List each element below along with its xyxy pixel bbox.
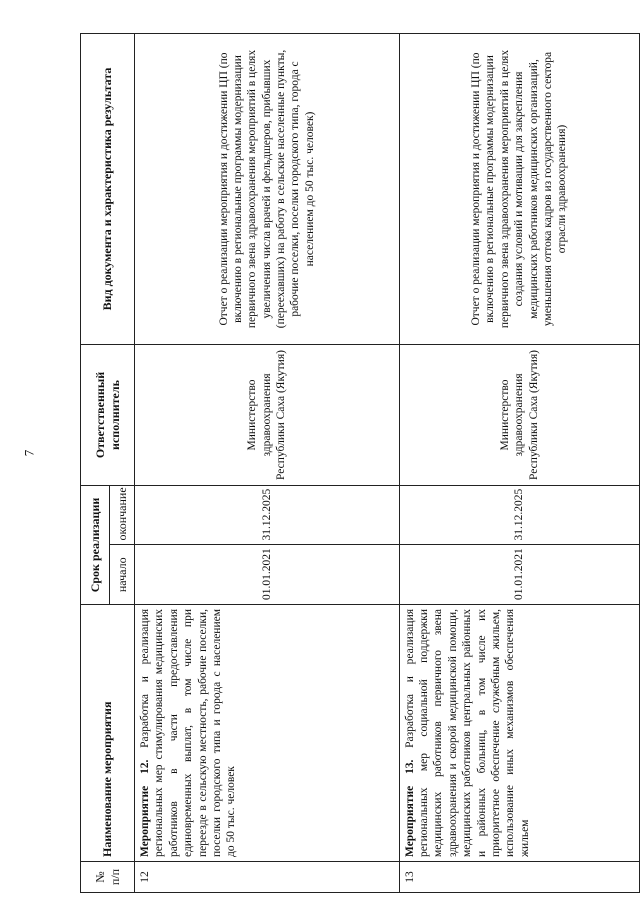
- header-num: № п/п: [81, 862, 135, 893]
- row-name: [135, 605, 400, 862]
- row-doc: Отчет о реализации мероприятия и достижении ЦП (по включению в региональные программы модернизации первичного звена здравоохранения мероприятий в целях увеличения числа врачей и фельдшеров, прибывших (переехавших) на работу в сельские населенные пункты, рабочие поселки, поселки городского типа, города с населением до 50 тыс. человек): [135, 34, 400, 345]
- row-doc: Отчет о реализации мероприятия и достижении ЦП (по включению в региональные программы модернизации первичного звена здравоохранения мероприятий в целях создания условий и мотивации для закрепления медицинских работников медицинских организаций, уменьшения оттока кадров из государственного сектора отрасли здравоохранения): [399, 34, 639, 345]
- measures-table: [80, 33, 640, 893]
- header-period: [81, 486, 110, 605]
- page-number: 7: [21, 449, 37, 457]
- header-executor: [81, 345, 135, 486]
- rotated-table-container: [80, 33, 640, 893]
- row-name: [399, 605, 639, 862]
- row-title: Мероприятие 12.: [139, 759, 151, 857]
- row-start: 01.01.2021: [135, 545, 400, 605]
- row-title: Мероприятие 13.: [403, 759, 416, 857]
- table-row: [135, 34, 400, 893]
- header-period-text: Срок реализации: [87, 497, 102, 593]
- row-num: 13: [399, 862, 639, 893]
- row-executor: Министерство здравоохранения Республики Саха (Якутия): [399, 345, 639, 486]
- row-end: 31.12.2025: [399, 486, 639, 546]
- row-name-text: Разработка и реализация региональных мер стимулирования медицинских работников в части предоставления единовременных выплат, в том числе при переезде в сельскую местность, рабочие поселки, поселки городского типа и города с населением до 50 тыс. человек: [139, 608, 238, 857]
- row-executor: Министерство здравоохранения Республики Саха (Якутия): [135, 345, 400, 486]
- table-row: [399, 34, 639, 893]
- row-name-text: Разработка и реализация региональных мер социальной поддержки медицинских работников первичного звена здравоохранения и скорой медицинской помощи, медицинских работников центральных районных и районных больниц, в том числе их приоритетное обеспечение служебным жильем, использование иных механизмов обеспечения жильем: [403, 608, 531, 857]
- header-start: начало: [110, 545, 135, 605]
- row-start: 01.01.2021: [399, 545, 639, 605]
- header-executor-text: Ответственный исполнитель: [92, 371, 122, 459]
- row-num: 12: [135, 862, 400, 893]
- header-doc: [81, 34, 135, 345]
- header-name: [81, 605, 135, 862]
- header-name-text: Наименование мероприятия: [100, 701, 114, 857]
- header-doc-text: Вид документа и характеристика результата: [100, 67, 114, 311]
- header-end: окончание: [110, 486, 135, 546]
- row-end: 31.12.2025: [135, 486, 400, 546]
